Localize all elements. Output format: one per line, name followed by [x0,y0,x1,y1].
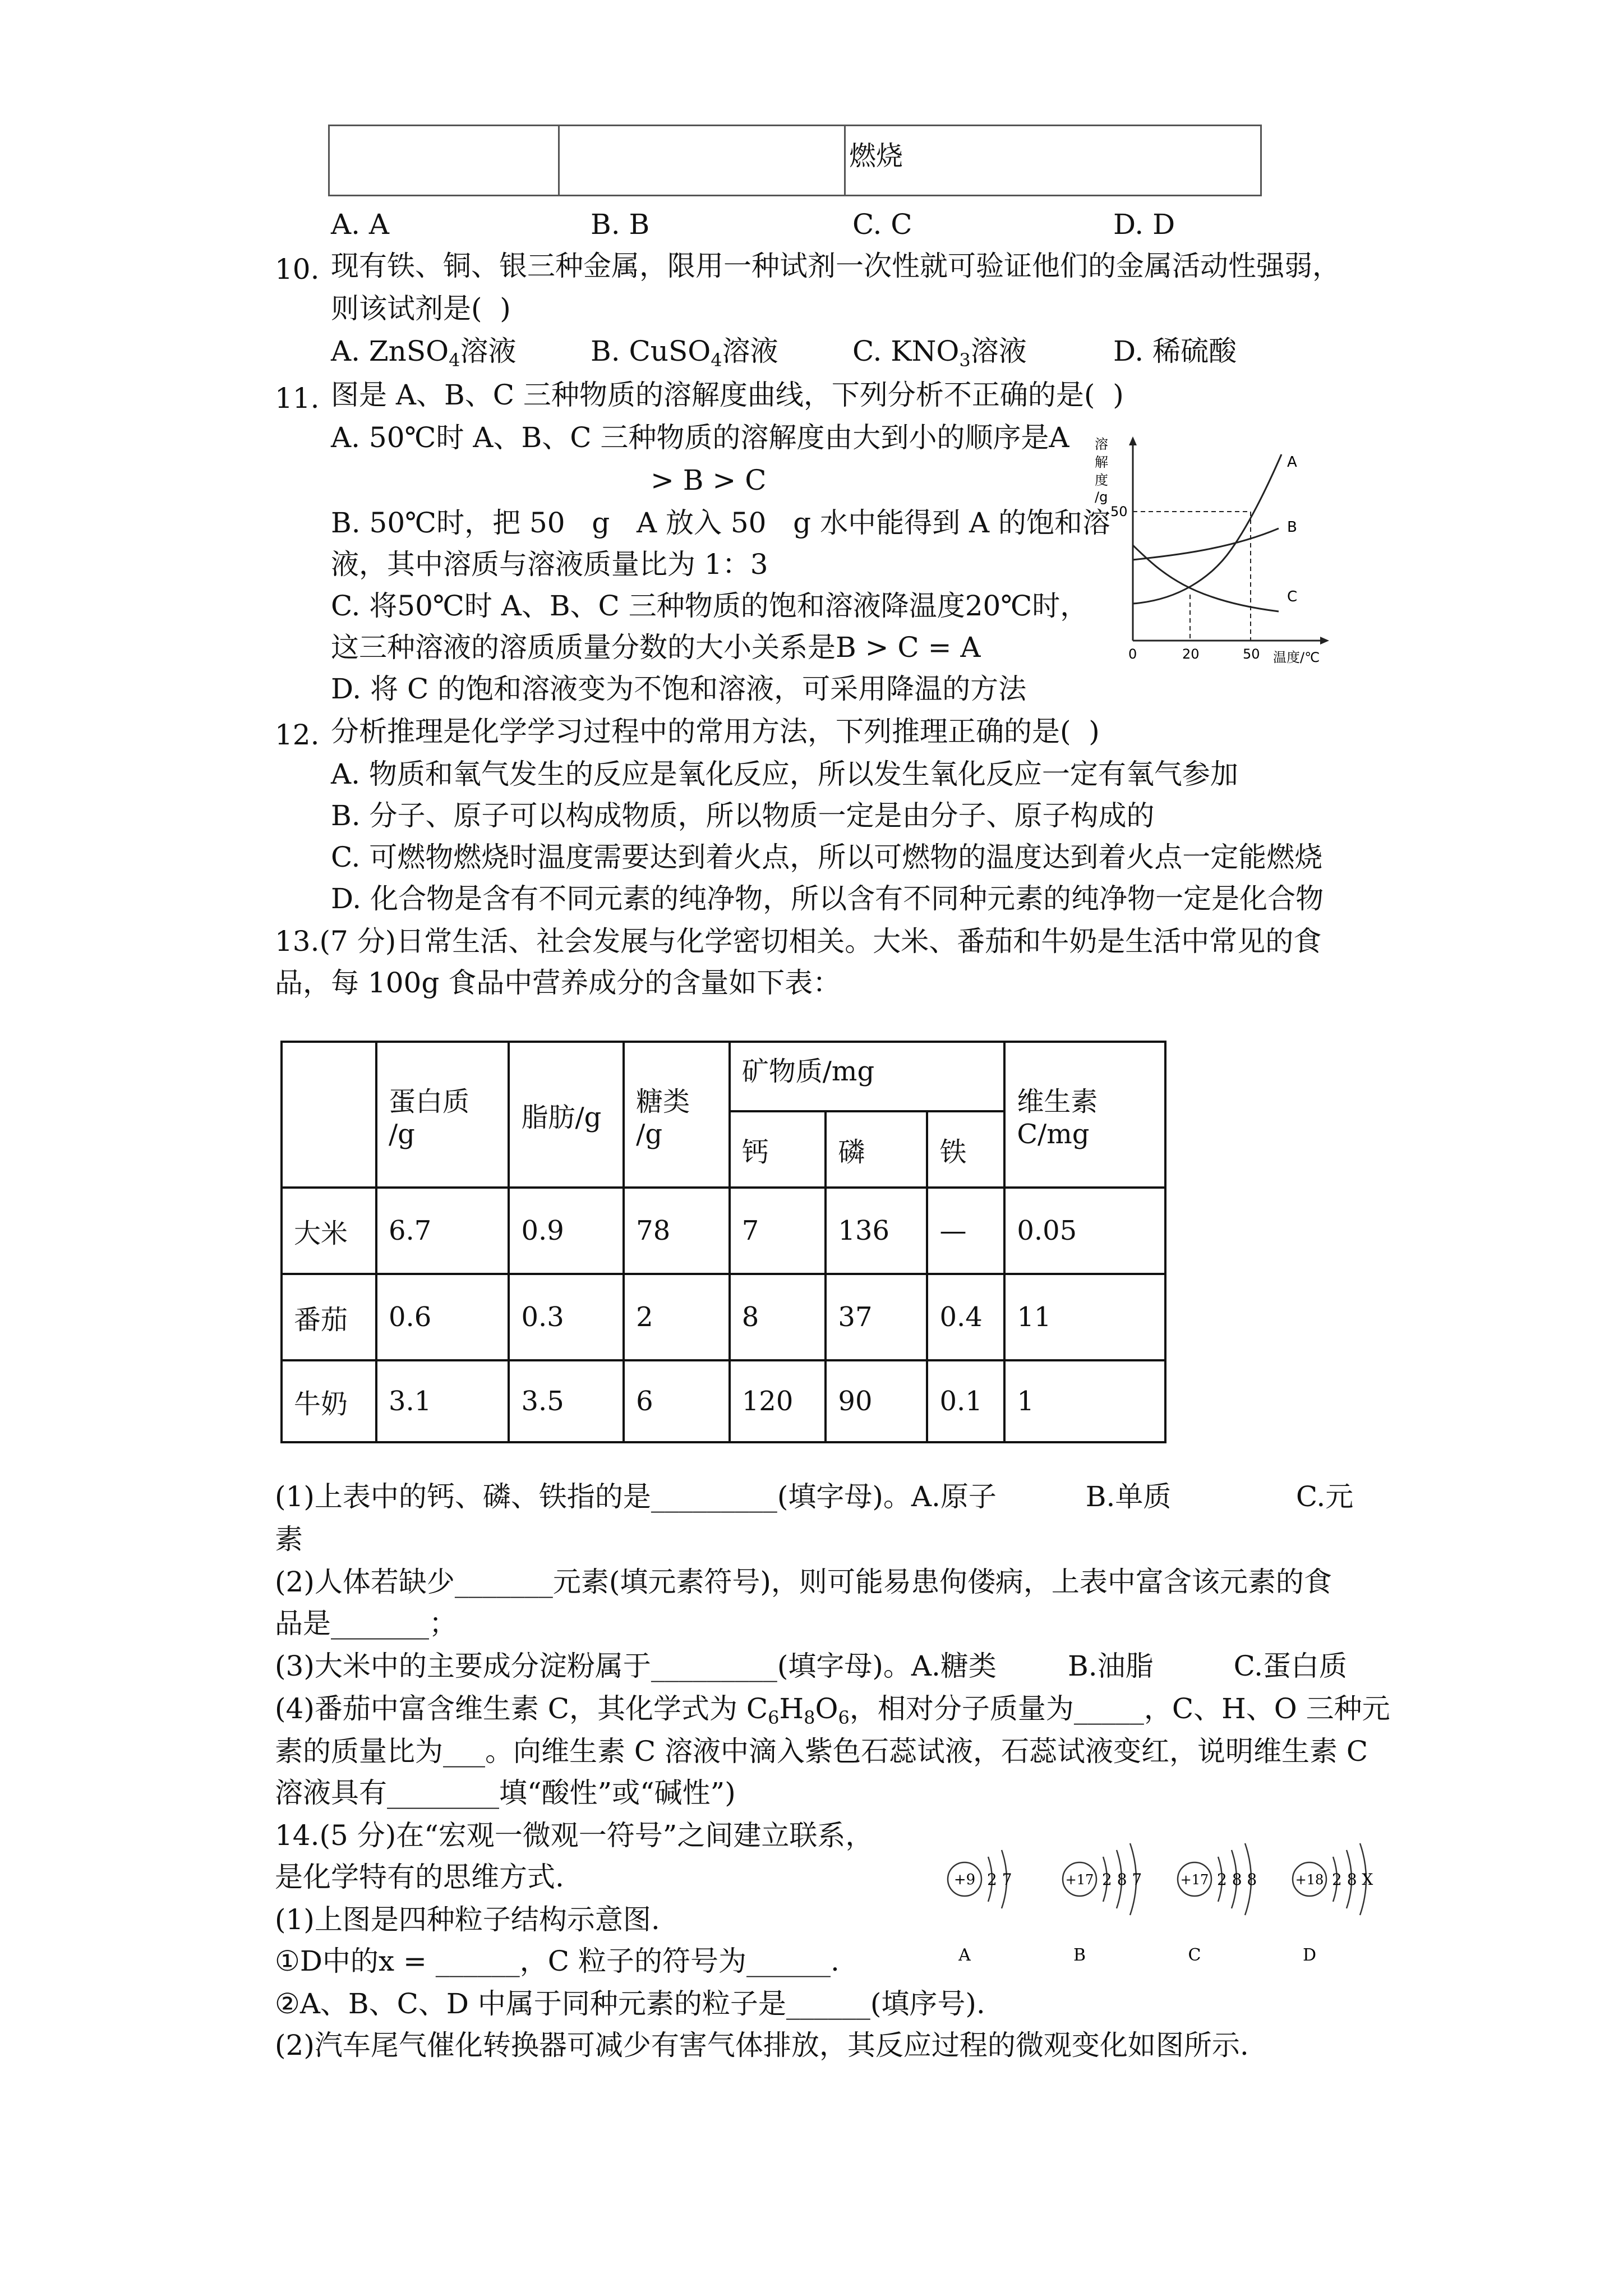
nucleus-charge: +9 [953,1871,976,1888]
q10-stem-line2: 则该试剂是( ) [331,292,511,325]
table-cell: 3.1 [376,1360,509,1442]
y-axis-label-1: 溶 [1095,436,1108,452]
q10-option-c: C. $KNO_3$溶液 [852,335,1027,371]
diagram-label: C [1188,1945,1201,1965]
curve-a [1133,454,1281,604]
q13-part3: (3)大米中的主要成分淀粉属于_________(填字母)。A.糖类 B.油脂 C.蛋白质 [275,1650,1348,1682]
q11-option-c-line2: 这三种溶液的溶质质量分数的大小关系是B > C = A [331,631,981,664]
curve-label-b: B [1287,519,1297,536]
q14-part2: (2)汽车尾气催化转换器可减少有害气体排放，其反应过程的微观变化如图所示. [275,2029,1249,2062]
cell-text: 燃烧 [849,140,903,172]
table-cell: 0.4 [927,1274,1004,1360]
q13-stem-line2: 品，每 100g 食品中营养成分的含量如下表： [275,967,841,999]
q12-option-c: C. 可燃物燃烧时温度需要达到着火点，所以可燃物的温度达到着火点一定能燃烧 [331,841,1323,873]
table-cell: 37 [826,1274,927,1360]
q11-option-b-line2: 液，其中溶质与溶液质量比为 1：3 [331,548,768,581]
row-label: 大米 [282,1188,376,1274]
x-axis-arrow [1320,637,1329,645]
q12-option-b: B. 分子、原子可以构成物质，所以物质一定是由分子、原子构成的 [331,799,1155,832]
table-cell: 78 [624,1188,730,1274]
y-tick-50: 50 [1110,504,1128,519]
nucleus-charge: +17 [1180,1872,1209,1888]
y-axis-label-4: /g [1095,489,1108,505]
nucleus-charge: +18 [1295,1872,1324,1888]
q12-option-a: A. 物质和氧气发生的反应是氧化反应，所以发生氧化反应一定有氧气参加 [331,758,1238,790]
header-protein: 蛋白质 /g [376,1042,509,1188]
q14-part1-q2: ②A、B、C、D 中属于同种元素的粒子是______(填序号). [275,1987,985,2020]
y-axis-label-3: 度 [1095,472,1108,488]
row-label: 牛奶 [282,1360,376,1442]
q9-option-d: D. D [1113,208,1175,241]
corner-cell [282,1042,376,1188]
header-calcium: 钙 [730,1111,826,1188]
table-cell: 8 [730,1274,826,1360]
q13-part4-line1: (4)番茄中富含维生素 C，其化学式为 $C_6H_8O_6$，相对分子质量为_____，C、H、O 三种元 [275,1692,1390,1728]
q10-stem-line1: 现有铁、铜、银三种金属，限用一种试剂一次性就可验证他们的金属活动性强弱， [331,250,1340,282]
x-tick-0: 0 [1128,646,1137,662]
question-number: 11. [275,382,320,415]
q13-part1-line2: 素 [275,1523,303,1556]
table-cell: 90 [826,1360,927,1442]
x-axis-label: 温度/℃ [1273,650,1320,665]
header-sugar: 糖类 /g [624,1042,730,1188]
question-number: 10. [275,253,320,286]
table-cell: 11 [1004,1274,1165,1360]
q10-option-d: D. 稀硫酸 [1113,335,1237,367]
q13-stem-line1: 13.(7 分)日常生活、社会发展与化学密切相关。大米、番茄和牛奶是生活中常见的食 [275,925,1322,958]
atom-b [1063,1843,1142,1965]
table-cell: 0.05 [1004,1188,1165,1274]
q11-option-d: D. 将 C 的饱和溶液变为不饱和溶液，可采用降温的方法 [331,673,1027,705]
nutrition-table [280,1041,1166,1443]
table-cell [329,126,559,196]
options-table-fragment [328,125,1262,196]
table-cell: 0.9 [509,1188,624,1274]
particle-structure-diagrams [925,1834,1391,1980]
q9-option-a: A. A [331,208,390,241]
q11-stem: 图是 A、B、C 三种物质的溶解度曲线，下列分析不正确的是( ) [331,379,1124,411]
curve-b [1133,528,1279,560]
x-tick-50: 50 [1243,646,1260,662]
diagram-label: B [1073,1945,1086,1965]
table-cell: 7 [730,1188,826,1274]
table-cell: 0.6 [376,1274,509,1360]
diagram-label: D [1302,1945,1317,1965]
electron-config: 2 7 [987,1870,1012,1889]
table-row [282,1274,1165,1360]
q9-option-c: C. C [852,208,912,241]
table-cell: 0.1 [927,1360,1004,1442]
header-minerals: 矿物质/mg [730,1042,1005,1111]
curve-c [1133,545,1279,611]
table-cell: 0.3 [509,1274,624,1360]
x-tick-20: 20 [1182,646,1200,662]
q13-part2-line1: (2)人体若缺少_______元素(填元素符号)，则可能易患佝偻病，上表中富含该元素的食 [275,1566,1332,1598]
atom-d [1293,1843,1373,1965]
atom-a [948,1850,1012,1965]
header-fat: 脂肪/g [509,1042,624,1188]
q11-option-c-line1: C. 将50℃时 A、B、C 三种物质的饱和溶液降温度20℃时， [331,590,1089,622]
q10-option-b: B. CuSO$_4$溶液 [591,335,778,371]
solubility-curve-graph [1088,432,1368,668]
q13-part4-line3: 溶液具有________填“酸性”或“碱性”) [275,1777,736,1809]
table-cell [559,126,845,196]
q14-stem-line1: 14.(5 分)在“宏观一微观一符号”之间建立联系， [275,1819,874,1852]
header-vitamin-c: 维生素 C/mg [1004,1042,1165,1188]
q11-option-a-line1: A. 50℃时 A、B、C 三种物质的溶解度由大到小的顺序是A [331,421,1069,454]
electron-config: 2 8 7 [1102,1870,1142,1889]
atom-c [1178,1843,1257,1965]
electron-config: 2 8 8 [1217,1870,1257,1889]
q13-part1-line1: (1)上表中的钙、磷、铁指的是_________(填字母)。A.原子 B.单质 C.元 [275,1480,1354,1513]
q9-option-b: B. B [591,208,650,241]
y-axis-label-2: 解 [1095,454,1108,470]
table-cell: 120 [730,1360,826,1442]
table-row [282,1188,1165,1274]
q13-part2-line2: 品是_______； [275,1607,457,1640]
curve-label-a: A [1287,454,1297,471]
table-cell: 2 [624,1274,730,1360]
q11-option-a-line2: > B > C [651,464,767,496]
header-iron: 铁 [927,1111,1004,1188]
table-cell: 136 [826,1188,927,1274]
table-cell: 6 [624,1360,730,1442]
q10-option-a: A. ZnSO$_4$溶液 [331,335,517,371]
q14-stem-line2: 是化学特有的思维方式. [275,1861,564,1893]
q13-part4-line2: 素的质量比为___。向维生素 C 溶液中滴入紫色石蕊试液，石蕊试液变红，说明维生素 C [275,1735,1368,1768]
table-row [282,1360,1165,1442]
table-cell: 1 [1004,1360,1165,1442]
curve-label-c: C [1287,588,1298,605]
nucleus-charge: +17 [1065,1872,1094,1888]
table-cell: 6.7 [376,1188,509,1274]
q12-option-d: D. 化合物是含有不同元素的纯净物，所以含有不同种元素的纯净物一定是化合物 [331,882,1324,915]
q14-part1: (1)上图是四种粒子结构示意图. [275,1903,660,1936]
diagram-label: A [958,1945,971,1965]
electron-config: 2 8 X [1332,1870,1373,1889]
q14-part1-q1: ①D中的x = ______，C 粒子的符号为______. [275,1945,840,1977]
table-cell: 3.5 [509,1360,624,1442]
q12-stem: 分析推理是化学学习过程中的常用方法，下列推理正确的是( ) [331,715,1100,748]
table-cell: — [927,1188,1004,1274]
table-cell [845,126,1261,196]
q11-option-b-line1: B. 50℃时，把 50 g A 放入 50 g 水中能得到 A 的饱和溶 [331,507,1110,539]
row-label: 番茄 [282,1274,376,1360]
header-phosphorus: 磷 [826,1111,927,1188]
y-axis-arrow [1129,436,1137,445]
question-number: 12. [275,719,320,751]
